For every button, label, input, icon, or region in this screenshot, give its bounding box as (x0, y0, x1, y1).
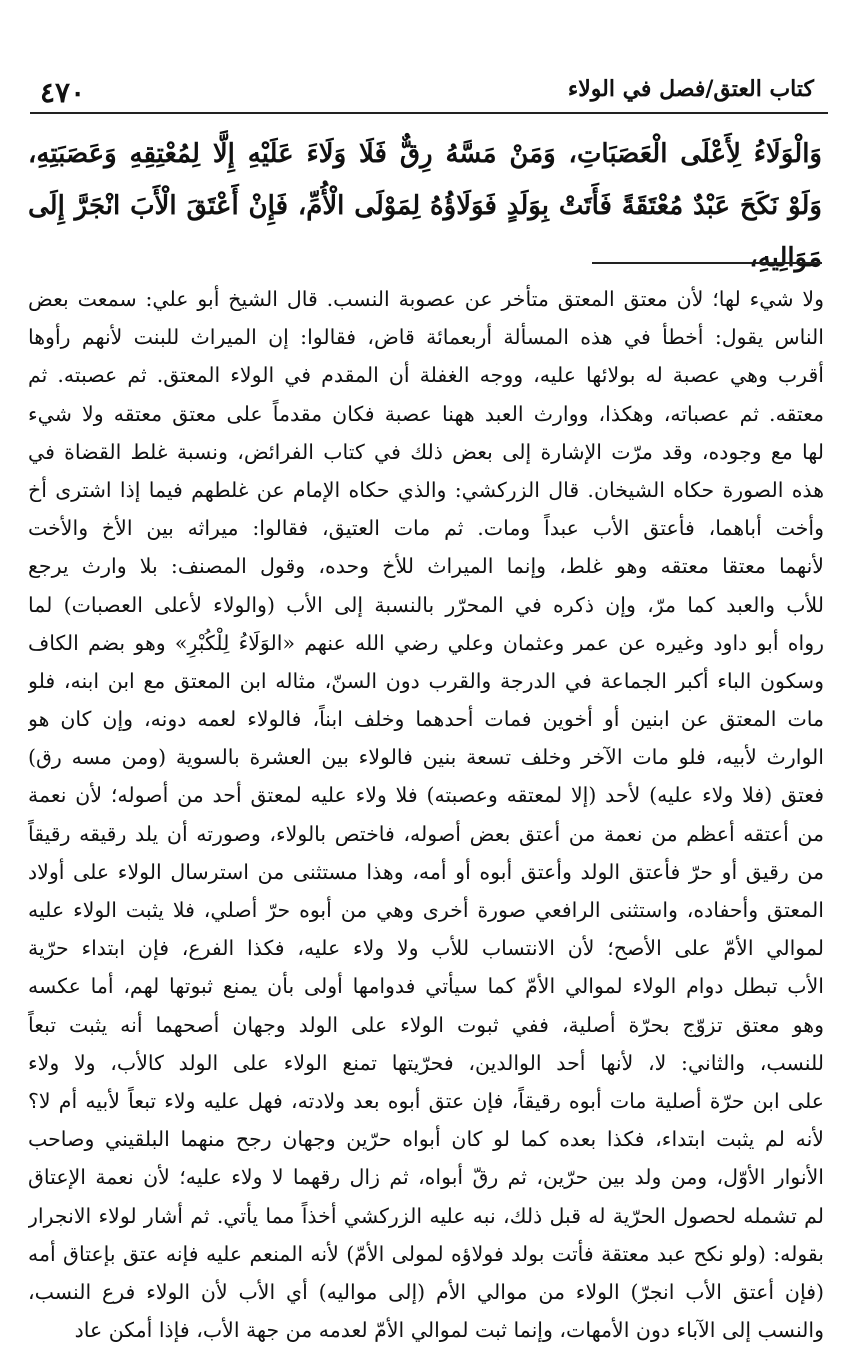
commentary-line: أقرب وهي عصبة له بولائها عليه، ووجه الغفلة أن المقدم في الولاء المعتق. ثم عصبته. ثم (28, 363, 824, 388)
commentary-line: لأنهما معتقا معتقه وهو غلط، وإنما الميراث للأخ وحده، وقول المصنف: بلا وارث يرجع (28, 554, 824, 579)
commentary-line: المعتق وأحفاده، واستثنى الرافعي صورة أخرى وهي من أبوه حرّ أصلي، فلا يثبت الولاء عليه (28, 898, 824, 922)
running-title: كتاب العتق/فصل في الولاء (567, 76, 814, 102)
commentary-line: بقوله: (ولو نكح عبد معتقة فأتت بولد فولاؤه لمولى الأمّ) لأنه المنعم عليه فإنه عتق بإعتاق أمه (28, 1241, 824, 1266)
main-text-matn: وَالْوَلَاءُ لِأَعْلَى الْعَصَبَاتِ، وَمَنْ مَسَّهُ رِقٌّ فَلَا وَلَاءَ عَلَيْهِ إِلَّا لِمُعْتِقِهِ وَعَصَبَتِهِ، وَلَوْ نَكَحَ عَبْدٌ مُعْتَقَةً فَأَتَتْ بِوَلَدٍ فَوَلَاؤُهُ لِمَوْلَى الْأُمِّ، فَإِنْ أَعْتَقَ الْأَبَ انْجَرَّ إِلَى مَوَالِيهِ، (28, 139, 822, 273)
commentary-line: وسكون الباء أكبر الجماعة في الدرجة والقرب دون السنّ، مثاله ابن المعتق مع ابن ابنه، فلو (28, 668, 824, 693)
commentary-line: رواه أبو داود وغيره عن عمر وعثمان وعلي رضي الله عنهم «الوَلَاءُ لِلْكُبْرِ» وهو بضم الكاف (28, 630, 824, 655)
commentary-line: معتقه. ثم عصباته، وهكذا، ووارث العبد ههنا عصبة فكان مقدماً على معتق معتقه ولا شيء (28, 401, 824, 426)
commentary-line: (فإن أعتق الأب انجرّ) الولاء من موالي الأم (إلى مواليه) أي الأب لأن الولاء فرع النسب، (28, 1279, 824, 1304)
commentary-line: وهو معتق تزوّج بحرّة أصلية، ففي ثبوت الولاء على الولد وجهان أصحهما أنه يثبت تبعاً (28, 1012, 824, 1037)
commentary-text (28, 280, 824, 1350)
page-number: ٤٧٠ (40, 76, 86, 109)
commentary-line: الناس يقول: أخطأ في هذه المسألة أربعمائة قاض، فقالوا: إن الميراث للبنت لأنهم رأوها (28, 325, 824, 350)
commentary-line: مات المعتق عن ابنين أو أخوين فمات أحدهما وخلف ابناً، فالولاء لعمه دونه، وإن كان هو (28, 707, 824, 732)
commentary-line: فعتق (فلا ولاء عليه) لأحد (إلا لمعتقه وعصبته) فلا ولاء عليه لمعتق أحد من أصوله؛ لأن نعمة (28, 783, 824, 808)
commentary-line: من أعتقه أعظم من نعمة من أعتق بعض أصوله، فاختص بالولاء، وصورته أن يلد رقيقه رقيقاً (28, 821, 824, 846)
commentary-line: ولا شيء لها؛ لأن معتق المعتق متأخر عن عصوبة النسب. قال الشيخ أبو علي: سمعت بعض (28, 287, 824, 311)
footnote-separator (592, 262, 822, 264)
commentary-line: الأنوار الأوّل، ومن ولد بين حرّين، ثم رقّ أبواه، ثم زال رقهما لا ولاء عليه؛ لأن نعمة الإعتاق (28, 1165, 824, 1190)
commentary-line: والنسب إلى الآباء دون الأمهات، وإنما ثبت لموالي الأمّ لعدمه من جهة الأب، فإذا أمكن عاد (74, 1318, 824, 1343)
page-header (30, 70, 828, 114)
commentary-line: على ابن حرّة أصلية مات أبوه رقيقاً، فإن عتق أبوه بعد ولادته، فهل عليه ولاء تبعاً لأبيه أم لا؟ (28, 1088, 824, 1113)
commentary-line: لها مع وجوده، وقد مرّت الإشارة إلى بعض ذلك في كتاب الفرائض، ونسبة غلط القضاة في (28, 439, 824, 464)
commentary-line: لم تشمله لحصول الحرّية له قبل ذلك، نبه عليه الزركشي أخذاً مما يأتي. ثم أشار لولاء الانجرار (28, 1203, 824, 1228)
commentary-line: وأخت أباهما، فأعتق الأب عبداً ومات. ثم مات العتيق، فقالوا: ميراثه بين الأخ والأخت (28, 516, 824, 541)
commentary-line: من رقيق أو حرّ فأعتق الولد وأعتق أبوه أو أمه، وهذا مستثنى من استرسال الولاء على أولاد (28, 859, 824, 884)
commentary-line: لأنه لم يثبت ابتداء، فكذا بعده كما لو كان أبواه حرّين وجهان رجح منهما البلقيني وصاحب (28, 1127, 824, 1152)
commentary-line: الأب تبطل دوام الولاء لموالي الأمّ كما سيأتي فدوامها أولى بأن يمنع ثبوتها لهم، أما عكسه (28, 974, 824, 999)
commentary-line: للأب والعبد كما مرّ، وإن ذكره في المحرّر بالنسبة إلى الأب (والولاء لأعلى العصبات) لما (28, 592, 824, 617)
commentary-line: لموالي الأمّ على الأصح؛ لأن الانتساب للأب ولا ولاء عليه، فكذا الفرع، فإن ابتداء حرّية (28, 936, 824, 961)
commentary-line: للنسب، والثاني: لا، لأنها أحد الوالدين، فحرّيتها تمنع الولاء على الولد كالأب، ولا ولاء (28, 1050, 824, 1075)
commentary-line: الوارث لأبيه، فلو مات الآخر وخلف تسعة بنين فالولاء بين العشرة بالسوية (ومن مسه رق) (28, 745, 824, 770)
commentary-line: هذه الصورة حكاه الشيخان. قال الزركشي: والذي حكاه الإمام عن غلطهم فيما إذا اشترى أخ (28, 477, 824, 502)
